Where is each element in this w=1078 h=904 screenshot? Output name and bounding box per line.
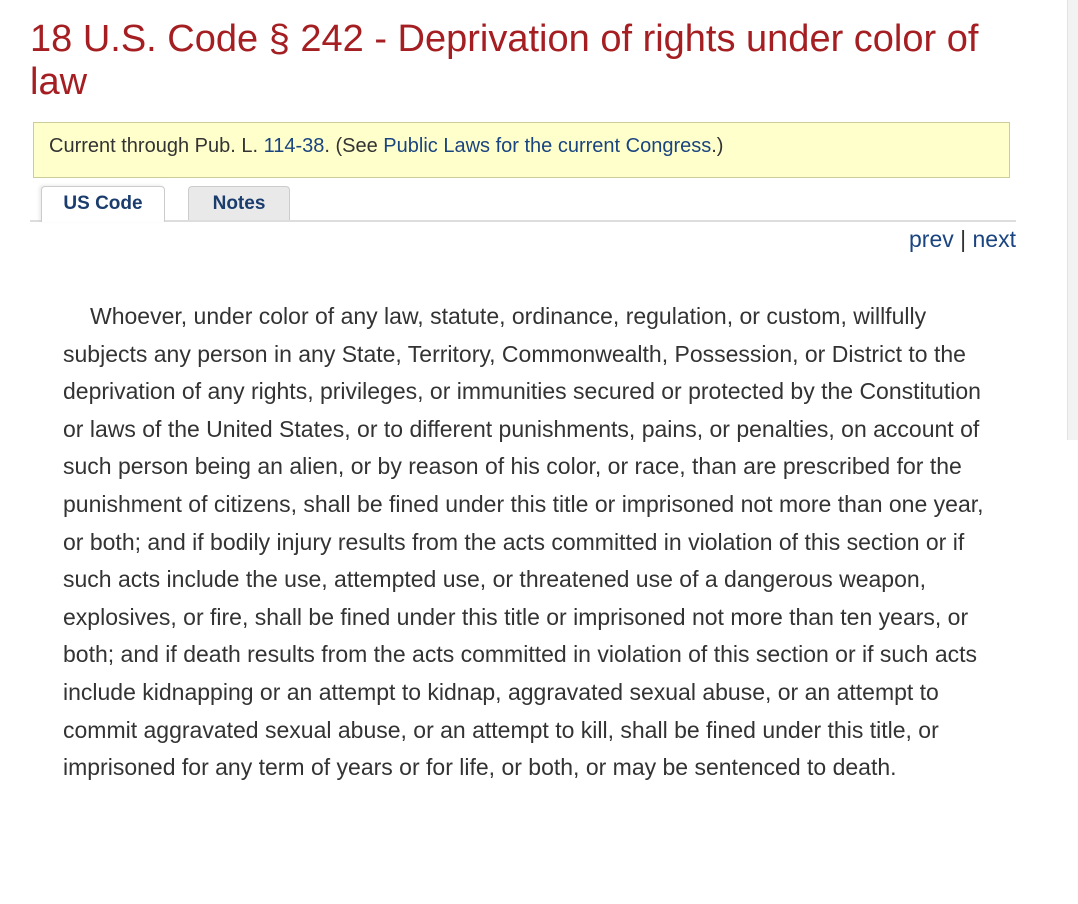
next-link[interactable]: next — [972, 226, 1016, 252]
page-title: 18 U.S. Code § 242 - Deprivation of rights under color of law — [30, 18, 979, 103]
currency-prefix: Current through Pub. L. — [49, 135, 264, 157]
public-law-link[interactable]: 114-38 — [263, 135, 325, 157]
content-tabs — [30, 184, 1016, 222]
public-laws-congress-link[interactable]: Public Laws for the current Congress — [383, 135, 712, 157]
prev-next-nav — [909, 224, 1016, 254]
prev-link[interactable]: prev — [909, 226, 954, 252]
prev-next-separator: | — [953, 226, 973, 252]
currency-notice — [33, 122, 1010, 178]
tab-notes[interactable]: Notes — [188, 186, 290, 220]
currency-middle: . (See — [324, 135, 384, 157]
scrollbar[interactable] — [1067, 0, 1078, 440]
currency-suffix: .) — [711, 135, 724, 157]
tab-us-code[interactable]: US Code — [41, 186, 165, 222]
statute-text: Whoever, under color of any law, statute, ordinance, regulation, or custom, willfully subjects any person in any State, Territory, Commonwealth, Possession, or District to the deprivation of any rights, privileges, or immunities secured or protected by the Constitution or laws of the United States, or to different punishments, pains, or penalties, on account of such person being an alien, or by reason of his color, or race, than are prescribed for the punishment of citizens, shall be fined under this title or imprisoned not more than one year, or both; and if bodily injury results from the acts committed in violation of this section or if such acts include the use, attempted use, or threatened use of a dangerous weapon, explosives, or fire, shall be fined under this title or imprisoned not more than ten years, or both; and if death results from the acts committed in violation of this section or if such acts include kidnapping or an attempt to kidnap, aggravated sexual abuse, or an attempt to commit aggravated sexual abuse, or an attempt to kill, shall be fined under this title, or imprisoned for any term of years or for life, or both, or may be sentenced to death. — [63, 303, 984, 781]
